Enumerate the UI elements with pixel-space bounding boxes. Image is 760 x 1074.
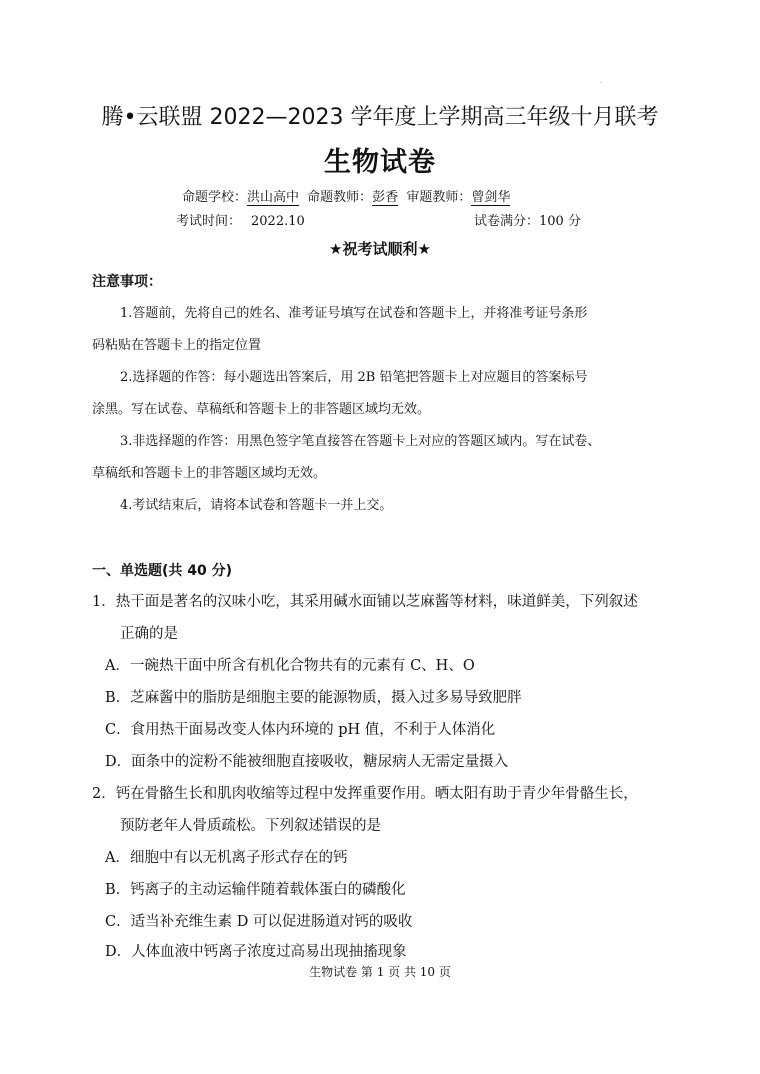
question-2-option-b: B．钙离子的主动运输伴随着载体蛋白的磷酸化	[105, 882, 406, 898]
question-2-stem-line1: 2．钙在骨骼生长和肌肉收缩等过程中发挥重要作用。晒太阳有助于青少年骨骼生长，	[92, 786, 638, 802]
page-footer: 生物试卷 第 1 页 共 10 页	[309, 965, 451, 979]
question-1-option-a: A．一碗热干面中所含有机化合物共有的元素有 C、H、O	[105, 658, 475, 674]
motto: ★祝考试顺利★	[329, 240, 431, 258]
scan-dot: .	[600, 78, 602, 85]
question-2-option-c: C．适当补充维生素 D 可以促进肠道对钙的吸收	[105, 914, 413, 930]
proposer-line	[182, 186, 510, 205]
question-1-option-c: C．食用热干面易改变人体内环境的 pH 值，不利于人体消化	[105, 722, 496, 738]
exam-time-value: 2022.10	[251, 214, 305, 229]
question-1-stem-line1: 1．热干面是著名的汉味小吃，其采用碱水面铺以芝麻酱等材料，味道鲜美，下列叙述	[92, 594, 638, 610]
question-2-option-d: D．人体血液中钙离子浓度过高易出现抽搐现象	[105, 944, 407, 960]
notice-item-1-line2: 码粘贴在答题卡上的指定位置	[92, 338, 262, 353]
full-score-value: 100 分	[539, 214, 581, 229]
proposer-teacher: 彭香	[372, 190, 399, 205]
full-score	[474, 210, 581, 229]
question-1-stem-line2: 正确的是	[120, 626, 178, 642]
notice-item-4-line1: 4.考试结束后，请将本试卷和答题卡一并上交。	[120, 498, 393, 513]
notice-item-3-line1: 3.非选择题的作答：用黑色签字笔直接答在答题卡上对应的答题区域内。写在试卷、	[120, 434, 601, 449]
exam-time	[176, 210, 305, 229]
section-heading: 一、单选题(共 40 分)	[92, 563, 233, 579]
question-1-option-d: D．面条中的淀粉不能被细胞直接吸收，糖尿病人无需定量摄入	[105, 754, 509, 770]
notice-item-3-line2: 草稿纸和答题卡上的非答题区域均无效。	[92, 466, 327, 481]
subject-title: 生物试卷	[324, 147, 436, 178]
proposer-school-label: 命题学校：	[182, 190, 248, 205]
proposer-teacher-label: 命题教师：	[307, 190, 373, 205]
exam-time-label: 考试时间：	[176, 214, 242, 229]
notice-item-1-line1: 1.答题前，先将自己的姓名、准考证号填写在试卷和答题卡上，并将准考证号条形	[120, 306, 588, 321]
reviewer: 曾剑华	[471, 190, 511, 205]
exam-title: 腾•云联盟 2022—2023 学年度上学期高三年级十月联考	[101, 105, 659, 130]
question-2-stem-line2: 预防老年人骨质疏松。下列叙述错误的是	[120, 818, 381, 834]
proposer-school: 洪山高中	[247, 190, 300, 205]
full-score-label: 试卷满分：	[474, 214, 540, 229]
question-1-option-b: B．芝麻酱中的脂肪是细胞主要的能源物质，摄入过多易导致肥胖	[105, 690, 522, 706]
notice-heading: 注意事项：	[92, 274, 162, 290]
question-2-option-a: A．细胞中有以无机离子形式存在的钙	[105, 850, 348, 866]
reviewer-label: 审题教师：	[406, 190, 472, 205]
notice-item-2-line2: 涂黑。写在试卷、草稿纸和答题卡上的非答题区域均无效。	[92, 402, 431, 417]
notice-item-2-line1: 2.选择题的作答：每小题选出答案后，用 2B 铅笔把答题卡上对应题目的答案标号	[120, 370, 588, 385]
